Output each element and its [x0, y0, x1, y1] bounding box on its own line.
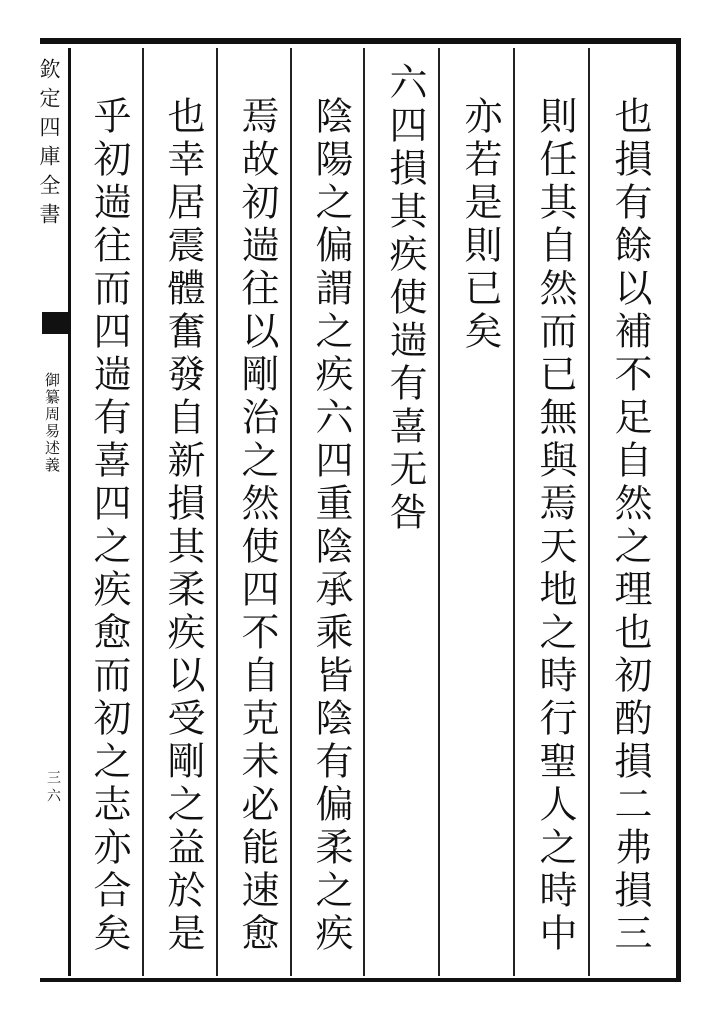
- column-divider: [438, 48, 440, 976]
- text-column-5: 陰陽之偏謂之疾六四重陰承乘皆陰有偏柔之疾: [309, 96, 353, 956]
- text-column-3: 亦若是則已矣: [458, 96, 502, 354]
- column-divider: [290, 48, 292, 976]
- column-divider: [513, 48, 515, 976]
- frame-bottom-border: [40, 978, 680, 982]
- text-column-7: 也幸居震體奮發自新損其柔疾以受剛之益於是: [161, 96, 205, 956]
- text-column-8: 乎初遄往而四遄有喜四之疾愈而初之志亦合矣: [87, 96, 131, 956]
- column-divider: [216, 48, 218, 976]
- text-column-1: 也損有餘以補不足自然之理也初酌損二弗損三: [608, 96, 652, 956]
- margin-page-number: 三六: [45, 770, 61, 806]
- margin-book-title: 御纂周易述義: [43, 372, 61, 474]
- margin-collection-title: 欽定四庫全書: [37, 58, 61, 232]
- text-column-2: 則任其自然而已無與焉天地之時行聖人之時中: [533, 96, 577, 956]
- fishtail-mark: [42, 312, 68, 334]
- text-column-6: 焉故初遄往以剛治之然使四不自克未必能速愈: [235, 96, 279, 956]
- frame-left-border: [68, 48, 71, 976]
- text-column-4-scripture: 六四損其疾使遄有喜无咎: [383, 62, 427, 535]
- column-divider: [142, 48, 144, 976]
- frame-top-border: [40, 38, 680, 44]
- frame-right-border: [676, 38, 681, 982]
- column-divider: [588, 48, 590, 976]
- column-divider: [363, 48, 365, 976]
